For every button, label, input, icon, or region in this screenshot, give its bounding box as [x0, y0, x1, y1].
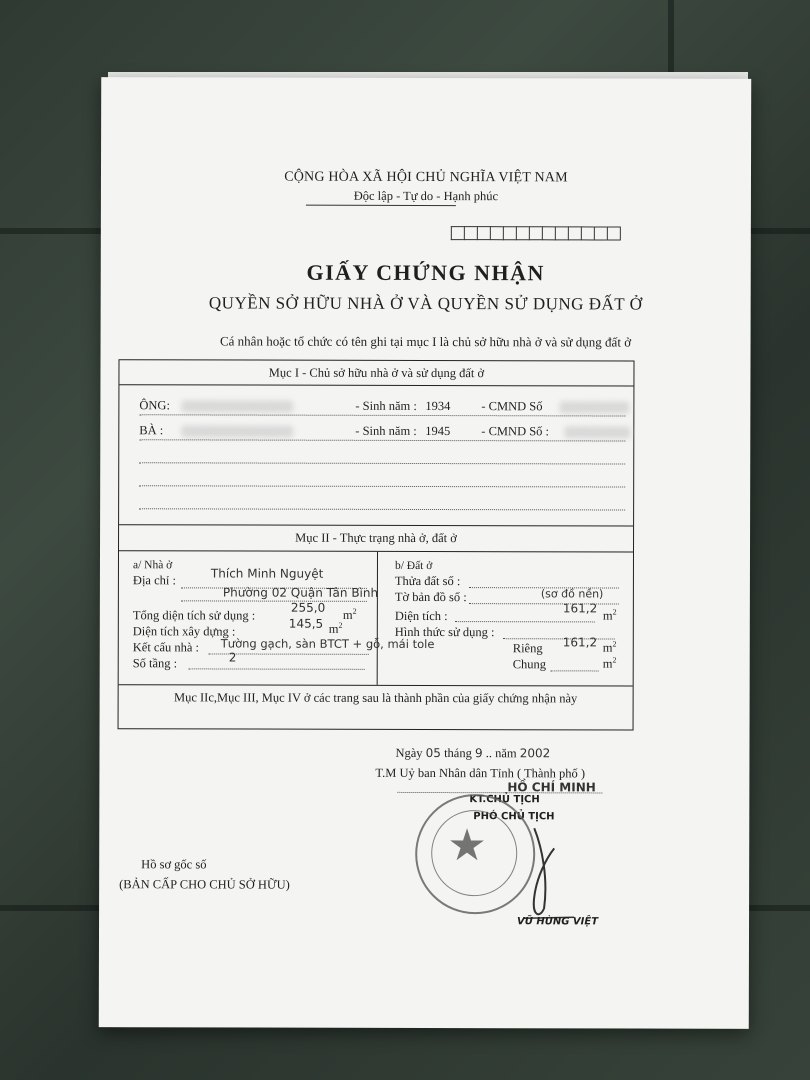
serial-number-boxes — [451, 226, 621, 240]
total-area-value: 255,0 — [290, 600, 326, 615]
floors-value: 2 — [228, 650, 237, 665]
signer-name: VŨ HÙNG VIỆT — [517, 916, 599, 928]
land-heading: b/ Đất ở — [394, 559, 433, 573]
year-value: 2002 — [519, 746, 551, 761]
private-area-unit: $m^2$ — [602, 639, 617, 655]
house-address-label: Địa chỉ : — [132, 573, 176, 588]
plot-label: Thửa đất số : — [394, 573, 461, 589]
dotted-line — [139, 439, 625, 441]
column-divider — [377, 552, 379, 685]
dotted-line — [139, 462, 625, 464]
owner1-id-label: - CMND Số — [481, 399, 543, 414]
record-label: Hồ sơ gốc số — [141, 857, 207, 872]
role-deputy: KT.CHỦ TỊCH — [469, 794, 540, 806]
section2-title: Mục II - Thực trạng nhà ở, đất ở — [295, 530, 457, 546]
redacted-owner2-id — [564, 426, 630, 438]
date-line: Ngày 05 tháng 9 .. năm 2002 — [395, 745, 551, 761]
built-area-value: 145,5 — [288, 616, 324, 631]
owner2-id-label: - CMND Số : — [481, 424, 550, 439]
divider — [119, 384, 633, 387]
house-heading: a/ Nhà ở — [132, 559, 173, 572]
owner-copy-note: (BẢN CẤP CHO CHỦ SỞ HỮU) — [119, 877, 290, 892]
structure-label: Kết cấu nhà : — [132, 640, 200, 655]
house-address-line2: Phường 02 Quận Tân Bình — [222, 585, 379, 600]
day-label: Ngày — [395, 745, 423, 760]
dotted-line — [503, 638, 615, 639]
owner2-birth-year: 1945 — [425, 424, 451, 439]
private-area-value: 161,2 — [562, 635, 598, 650]
shared-label: Chung — [512, 657, 547, 672]
owner1-birth-year: 1934 — [425, 399, 451, 414]
floors-label: Số tầng : — [132, 656, 178, 671]
authority-line: T.M Uỷ ban Nhân dân Tỉnh ( Thành phố ) — [375, 765, 586, 781]
owner1-birth-label: - Sinh năm : — [355, 398, 417, 413]
divider — [119, 684, 633, 687]
private-label: Riêng — [512, 641, 543, 656]
document-title: GIẤY CHỨNG NHẬN — [306, 259, 545, 286]
dotted-line — [139, 485, 625, 487]
structure-value: Tường gạch, sàn BTCT + gỗ, mái tole — [220, 636, 435, 652]
house-address-line1: Thích Minh Nguyệt — [210, 566, 324, 581]
intro-text: Cá nhân hoặc tổ chức có tên ghi tại mục I là chủ sở hữu nhà ở và sử dụng đất ở — [219, 333, 632, 350]
country-header: CỘNG HÒA XÃ HỘI CHỦ NGHĨA VIỆT NAM — [284, 169, 568, 186]
shared-area-unit: $m^2$ — [602, 655, 617, 671]
built-area-unit: $m^2$ — [328, 620, 343, 636]
motto-underline — [306, 205, 456, 206]
owner1-label: ÔNG: — [139, 398, 170, 413]
redacted-owner1-name — [181, 400, 293, 412]
land-area-value: 161,2 — [562, 601, 598, 616]
dotted-line — [181, 600, 367, 601]
floor-tile-seam — [668, 0, 674, 80]
divider — [119, 524, 633, 527]
dotted-line — [189, 668, 365, 669]
certificate-table — [118, 359, 635, 730]
redacted-owner1-id — [559, 401, 629, 413]
dotted-line — [139, 508, 625, 510]
dotted-line — [551, 670, 599, 671]
total-area-unit: $m^2$ — [342, 606, 357, 622]
owner2-birth-label: - Sinh năm : — [355, 423, 417, 438]
land-area-label: Diện tích : — [394, 608, 448, 624]
year-label: năm — [495, 746, 517, 761]
authority-city: HỒ CHÍ MINH — [507, 780, 596, 795]
usage-label: Hình thức sử dụng : — [394, 624, 495, 640]
role-vice-chairman: PHÓ CHỦ TỊCH — [473, 811, 555, 823]
map-note: (sơ đồ nền) — [540, 587, 604, 601]
motto: Độc lập - Tự do - Hạnh phúc — [353, 188, 499, 204]
day-value: 05 — [425, 746, 441, 761]
owner2-label: BÀ : — [139, 423, 164, 438]
land-area-unit: $m^2$ — [602, 607, 617, 623]
document-subtitle: QUYỀN SỞ HỮU NHÀ Ở VÀ QUYỀN SỬ DỤNG ĐẤT Ở — [208, 293, 643, 314]
official-seal: ★ — [415, 794, 535, 914]
month-value: 9 — [474, 746, 483, 761]
map-label: Tờ bản đồ số : — [394, 589, 467, 605]
footer-note: Mục IIc,Mục III, Mục IV ở các trang sau là thành phần của giấy chứng nhận này — [173, 690, 578, 706]
section1-title: Mục I - Chủ sở hữu nhà ở và sử dụng đất ở — [268, 365, 485, 381]
certificate-page — [99, 77, 751, 1029]
dotted-line — [455, 621, 595, 622]
redacted-owner2-name — [181, 425, 293, 437]
month-label: tháng — [444, 746, 472, 761]
dotted-line — [139, 414, 625, 416]
total-area-label: Tổng diện tích sử dụng : — [132, 608, 256, 623]
built-area-label: Diện tích xây dựng : — [132, 624, 236, 639]
